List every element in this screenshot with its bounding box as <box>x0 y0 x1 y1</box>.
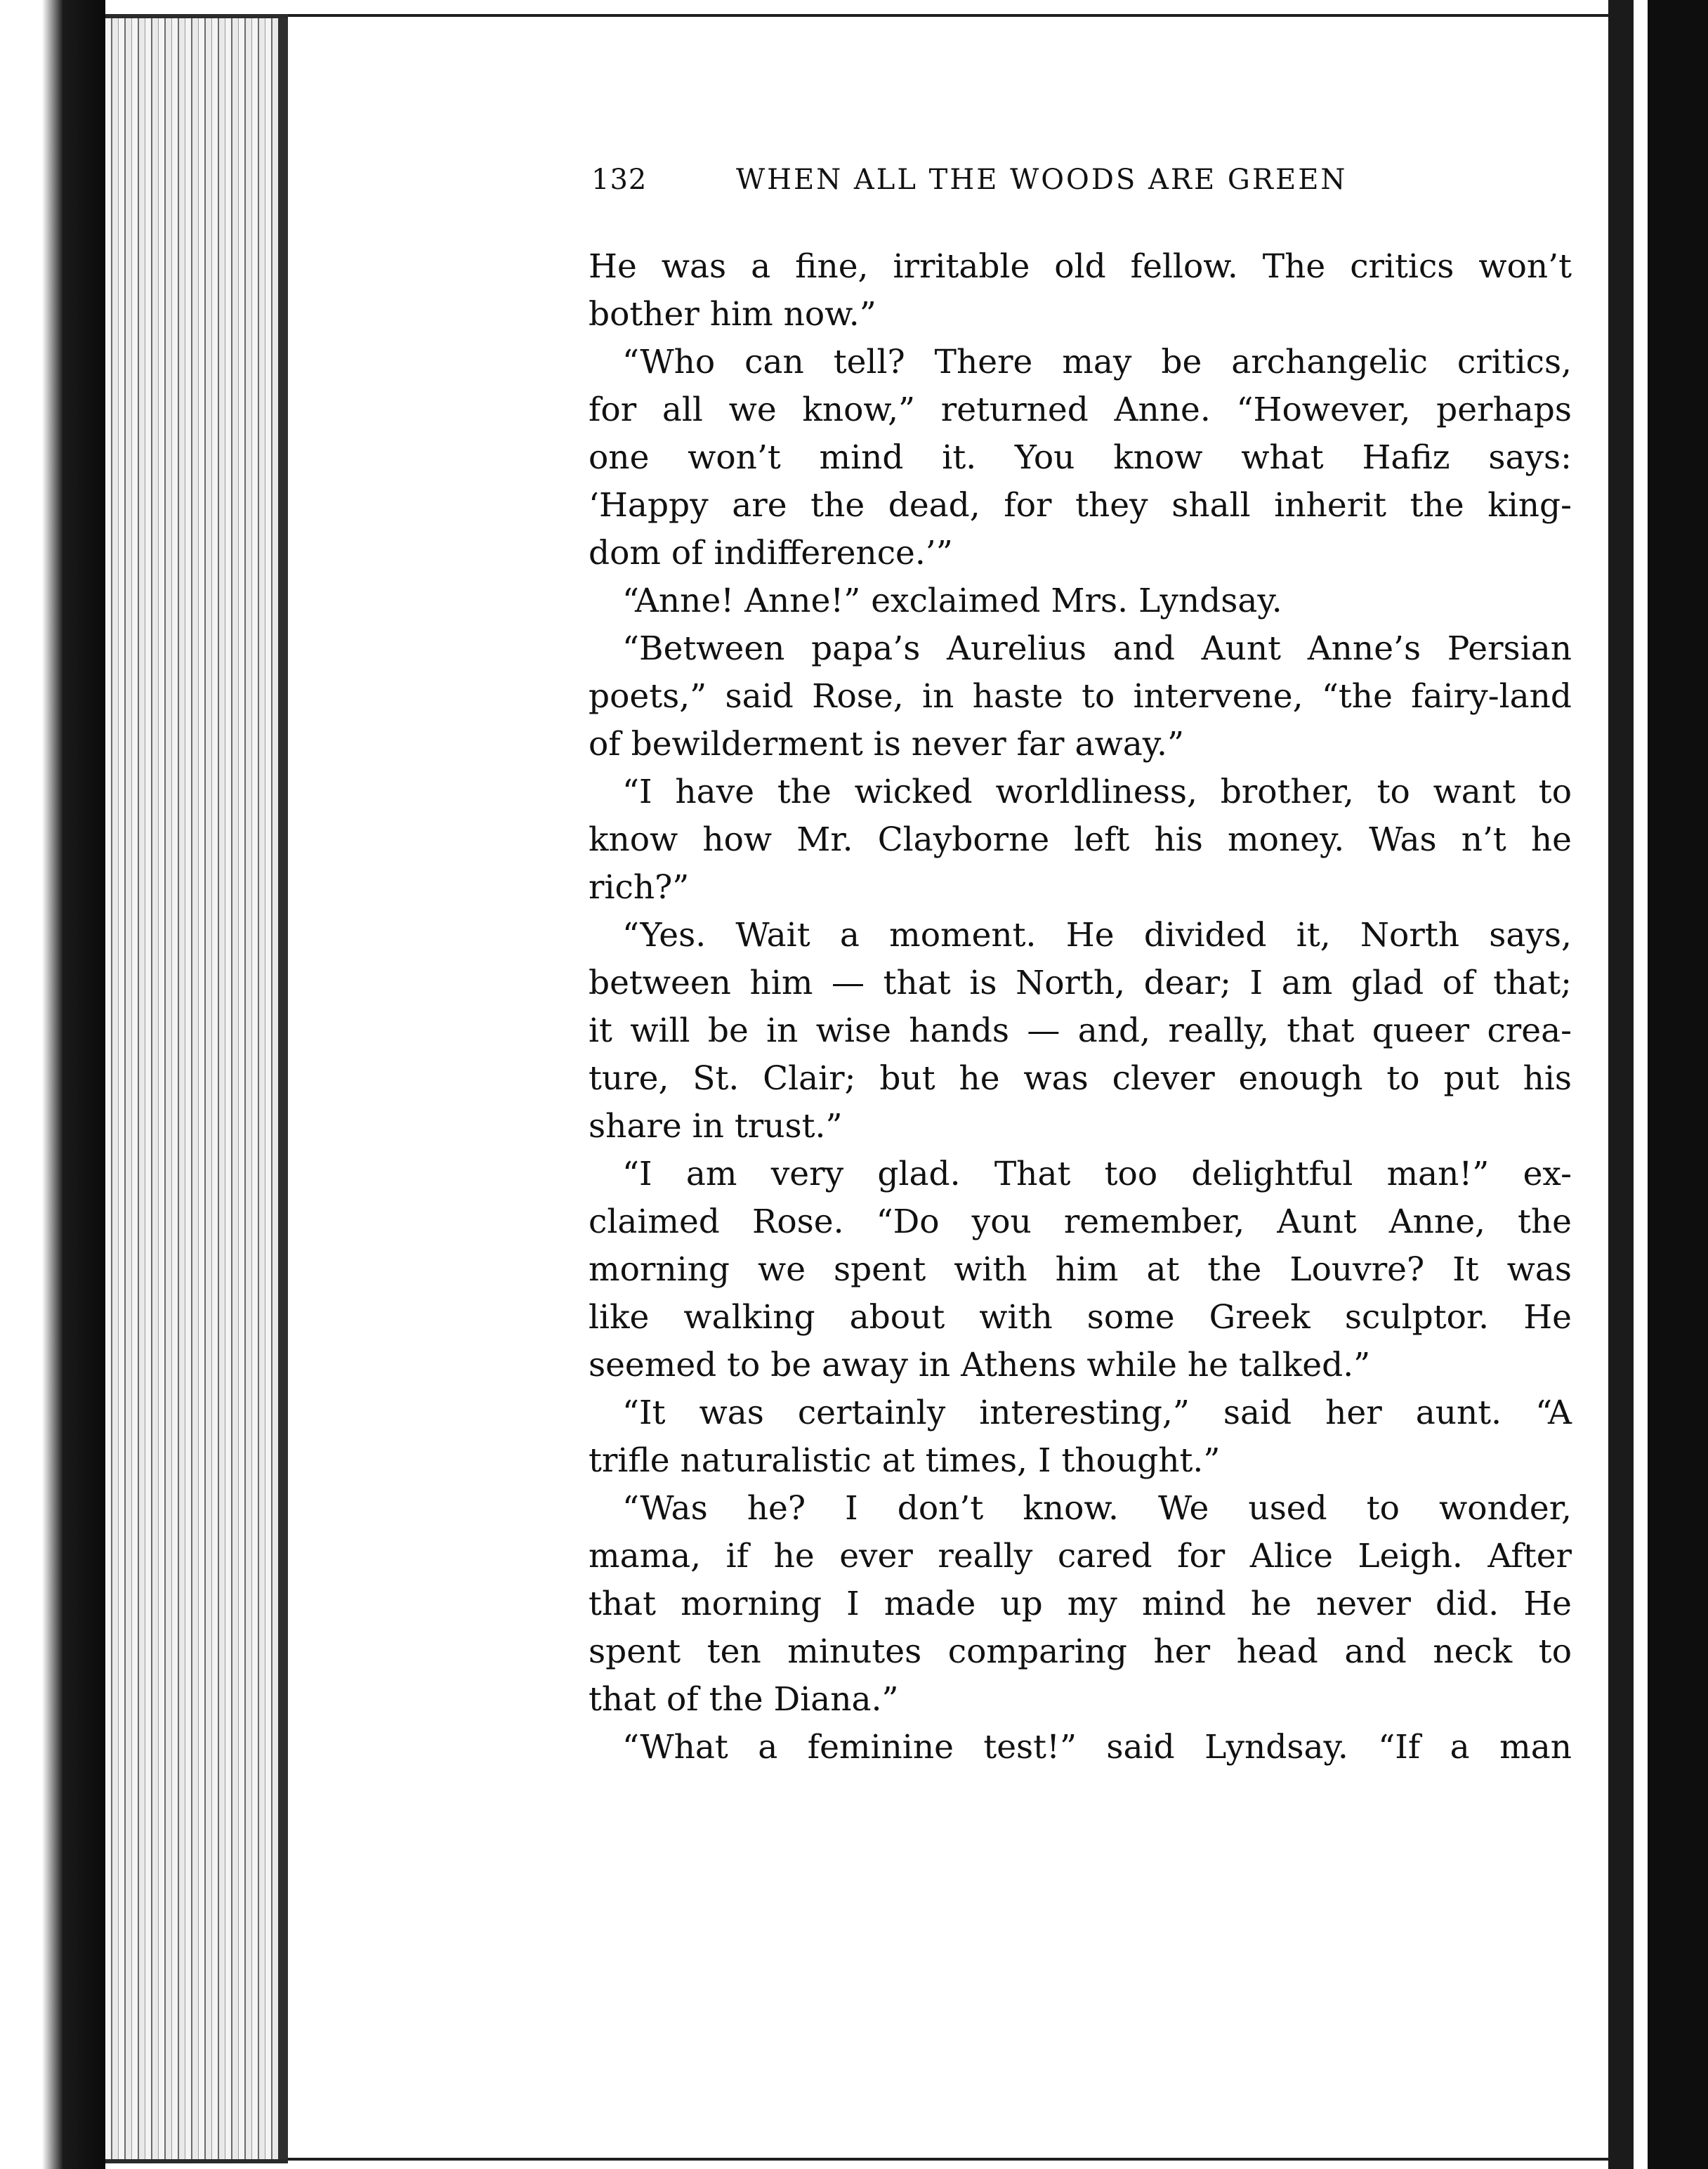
text-line: “It was certainly interesting,” said her aunt. “A <box>622 1394 1572 1432</box>
text-line: one won’t mind it. You know what Hafiz says: <box>589 438 1572 477</box>
text-line: ‘Happy are the dead, for they shall inherit the king- <box>589 486 1572 525</box>
text-line: trifle naturalistic at times, I thought.” <box>589 1441 1221 1480</box>
running-head <box>589 159 1572 201</box>
text-line: between him — that is North, dear; I am glad of that; <box>589 964 1572 1002</box>
text-line: that morning I made up my mind he never did. He <box>589 1585 1572 1623</box>
text-line: that of the Diana.” <box>589 1680 899 1719</box>
text-line: “Yes. Wait a moment. He divided it, North says, <box>622 916 1572 955</box>
text-line: “Was he? I don’t know. We used to wonder, <box>622 1489 1572 1528</box>
text-line: “I have the wicked worldliness, brother, to want to <box>622 773 1572 811</box>
text-line: it will be in wise hands — and, really, that queer crea- <box>589 1011 1572 1050</box>
text-line: “What a feminine test!” said Lyndsay. “If a man <box>622 1728 1572 1767</box>
page-edges <box>105 14 288 2163</box>
right-page-edge <box>1608 0 1708 2169</box>
text-line: “Anne! Anne!” exclaimed Mrs. Lyndsay. <box>622 582 1282 620</box>
running-title: WHEN ALL THE WOODS ARE GREEN <box>736 164 1348 196</box>
page-number: 132 <box>591 164 648 196</box>
text-line: for all we know,” returned Anne. “However, perhaps <box>589 391 1572 429</box>
text-line: mama, if he ever really cared for Alice Leigh. After <box>589 1537 1572 1575</box>
text-line: spent ten minutes comparing her head and neck to <box>589 1632 1572 1671</box>
binding-gutter <box>0 0 105 2169</box>
text-line: dom of indifference.’” <box>589 534 953 572</box>
text-line: morning we spent with him at the Louvre? It was <box>589 1250 1572 1289</box>
text-line: “I am very glad. That too delightful man!” ex- <box>622 1155 1572 1193</box>
text-line: know how Mr. Clayborne left his money. Was n’t he <box>589 820 1572 859</box>
text-line: “Who can tell? There may be archangelic critics, <box>622 343 1572 381</box>
body-text <box>589 243 1572 1771</box>
text-line: of bewilderment is never far away.” <box>589 725 1184 764</box>
text-line: share in trust.” <box>589 1107 843 1146</box>
text-line: like walking about with some Greek sculptor. He <box>589 1298 1572 1337</box>
text-line: rich?” <box>589 868 690 907</box>
text-line: claimed Rose. “Do you remember, Aunt Anne, the <box>589 1203 1572 1241</box>
text-line: He was a fine, irritable old fellow. The critics won’t <box>589 247 1572 286</box>
text-line: bother him now.” <box>589 295 876 334</box>
text-line: seemed to be away in Athens while he talked.” <box>589 1346 1371 1384</box>
text-line: “Between papa’s Aurelius and Aunt Anne’s Persian <box>622 629 1572 668</box>
text-line: ture, St. Clair; but he was clever enough to put his <box>589 1059 1572 1098</box>
text-line: poets,” said Rose, in haste to intervene, “the fairy-land <box>589 677 1572 716</box>
